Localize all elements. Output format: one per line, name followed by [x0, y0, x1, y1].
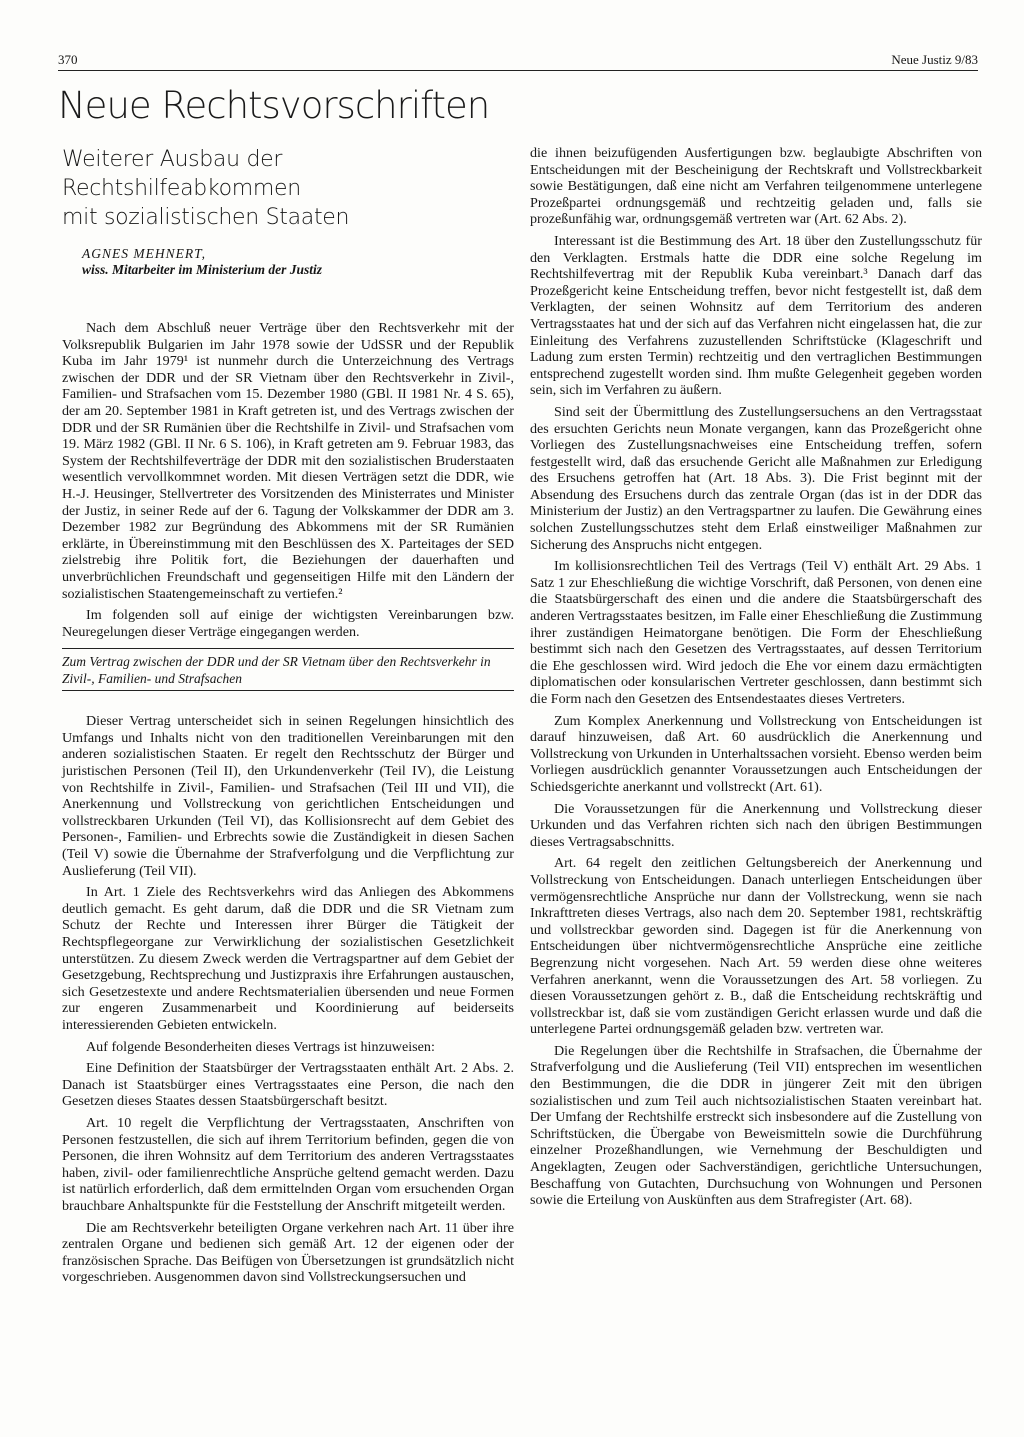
paragraph: Zum Komplex Anerkennung und Vollstreckung von Entscheidungen ist darauf hinzuweisen, daß Art. 60 ausdrücklich die Anerkennung und Vollstreckung von Urkunden in Unterhaltssachen vorsieht. Ebenso werden beim Vorliegen ausdrücklich genannter Voraussetzungen auch Entscheidungen der Schiedsgerichte anerkannt und vollstreckt (Art. 61).: [530, 712, 982, 795]
paragraph: die ihnen beizufügenden Ausfertigungen bzw. beglaubigte Abschriften von Entscheidungen mit der Bescheinigung der Rechtskraft und Vollstreckbarkeit sowie Bestätigungen, daß eine nicht am Verfahren teilgenommene unterlegene Prozeßpartei ordnungsgemäß und rechtzeitig geladen und, falls sie prozeßunfähig war, ordnungsgemäß vertreten war (Art. 62 Abs. 2).: [530, 145, 982, 228]
page-number: 370: [58, 52, 78, 67]
subheading-rule-top: [62, 648, 514, 649]
paragraph: Auf folgende Besonderheiten dieses Vertrags ist hinzuweisen:: [86, 1038, 435, 1055]
paragraph: In Art. 1 Ziele des Rechtsverkehrs wird das Anliegen des Abkommens deutlich gemacht. Es geht darum, daß die DDR und die SR Vietnam zum Schutz der Rechte und Interessen ihrer Bürger die Tätigkeit der Rechtspflegeorgane zur Verwirklichung der sozialistischen Gesetzlichkeit unterstützen. Zu diesem Zweck werden die Vertragspartner auf dem Gebiet der Gesetzgebung, Rechtsprechung und Justizpraxis ihre Erfahrungen austauschen, sich Gesetzestexte und andere Rechtsmaterialien übersenden und neue Formen zur engeren Zusammenarbeit und Koordinierung auf beiderseits interessierenden Gebieten entwickeln.: [62, 884, 514, 1033]
subheading-rule-bottom: [62, 690, 514, 691]
paragraph: Eine Definition der Staatsbürger der Vertragsstaaten enthält Art. 2 Abs. 2. Danach ist Staatsbürger eines Vertragsstaates eine Person, die nach den Gesetzen dieses Staates dessen Staatsbürgerschaft besitzt.: [62, 1060, 514, 1110]
paragraph: Die Voraussetzungen für die Anerkennung und Vollstreckung dieser Urkunden und das Verfahren richten sich nach den übrigen Bestimmungen dieses Vertragsabschnitts.: [530, 800, 982, 850]
paragraph: Dieser Vertrag unterscheidet sich in seinen Regelungen hinsichtlich des Umfangs und Inhalts nicht von den traditionellen Vereinbarungen mit den anderen sozialistischen Staaten. Er regelt den Rechtsschutz der Bürger und juristischen Personen (Teil II), den Urkundenverkehr (Teil IV), die Leistung von Rechtshilfe in Zivil-, Familien- und Strafsachen (Teil III und VII), die Anerkennung und Vollstreckung von gerichtlichen Entscheidungen und vollstreckbaren Urkunden (Teil VI), das Kollisionsrecht auf dem Gebiet des Personen-, Familien- und Erbrechts sowie die Zuständigkeit in diesen Sachen (Teil V) sowie die Übernahme der Strafverfolgung und die Verpflichtung zur Auslieferung (Teil VII).: [62, 713, 514, 879]
paragraph: Interessant ist die Bestimmung des Art. 18 über den Zustellungsschutz für den Verklagten. Erstmals hatte die DDR eine solche Regelung im Rechtshilfevertrag mit der Republik Kuba vereinbart.³ Danach darf das Prozeßgericht keine Entscheidung treffen, bevor nicht festgestellt ist, daß dem Verklagten, der seinen Wohnsitz auf dem Territorium des anderen Vertragsstaates hat und der sich auf das Verfahren nicht eingelassen hat, die zur Einleitung des Verfahrens zuzustellenden Schriftstücke (Klageschrift und Ladung zum ersten Termin) rechtzeitig und den vertraglichen Bestimmungen entsprechend zugestellt worden sind. Ihm mußte Gelegenheit gegeben worden sein, sich im Verfahren zu äußern.: [530, 232, 982, 399]
section-title: Neue Rechtsvorschriften: [58, 84, 490, 127]
paragraph: Die am Rechtsverkehr beteiligten Organe verkehren nach Art. 11 über ihre zentralen Organe und bedienen sich gemäß Art. 12 der eigenen oder der französischen Sprache. Das Beifügen von Übersetzungen ist grundsätzlich nicht vorgeschrieben. Ausgenommen davon sind Vollstreckungsersuchen und: [62, 1219, 514, 1286]
author-block: [82, 246, 514, 278]
subheading: Zum Vertrag zwischen der DDR und der SR Vietnam über den Rechtsverkehr in Zivil-, Familien- und Strafsachen: [62, 654, 491, 687]
author-name: AGNES MEHNERT,: [82, 246, 206, 261]
author-affiliation: wiss. Mitarbeiter im Ministerium der Justiz: [82, 262, 323, 277]
paragraph: Im folgenden soll auf einige der wichtigsten Vereinbarungen bzw. Neuregelungen dieser Verträge eingegangen werden.: [62, 607, 514, 640]
paragraph: Nach dem Abschluß neuer Verträge über den Rechtsverkehr mit der Volksrepublik Bulgarien im Jahr 1978 sowie der UdSSR und der Republik Kuba im Jahr 1979¹ ist nunmehr durch die Unterzeichnung des Vertrags zwischen der DDR und der SR Vietnam über den Rechtsverkehr in Zivil-, Familien- und Strafsachen vom 15. Dezember 1980 (GBl. II 1981 Nr. 4 S. 65), der am 20. September 1981 in Kraft getreten ist, und des Vertrags zwischen der DDR und der SR Rumänien über die Rechtshilfe in Zivil- und Strafsachen vom 19. März 1982 (GBl. II Nr. 6 S. 106), in Kraft getreten am 9. Februar 1983, das System der Rechtshilfeverträge der DDR mit den sozialistischen Bruderstaaten wesentlich vervollkommnet worden. Mit diesen Verträgen setzt die DDR, wie H.-J. Heusinger, Stellvertreter des Vorsitzenden des Ministerrates und Minister der Justiz, in seiner Rede auf der 6. Tagung der Volkskammer der DDR am 3. Dezember 1982 zur Begründung des Abkommens mit der SR Rumänien erklärte, in Übereinstimmung mit den Beschlüssen des X. Parteitages der SED zielstrebig ihre Politik fort, die Beziehungen der dauerhaften und unverbrüchlichen Freundschaft und gegenseitigen Hilfe mit den Ländern der sozialistischen Staatengemeinschaft zu vertiefen.²: [62, 320, 514, 602]
journal-issue: Neue Justiz 9/83: [891, 52, 978, 67]
article-title-line-1: Weiterer Ausbau der Rechtshilfeabkommen: [62, 147, 301, 201]
paragraph: Art. 64 regelt den zeitlichen Geltungsbereich der Anerkennung und Vollstreckung von Entscheidungen. Danach unterliegen Entscheidungen über vermögensrechtliche Ansprüche nur dann der Vollstreckung, wenn sie nach Inkrafttreten dieses Vertrags, also nach dem 20. September 1981, rechtskräftig und vollstreckbar geworden sind. Dagegen ist für die Anerkennung von Entscheidungen über nichtvermögensrechtliche Ansprüche eine zeitliche Begrenzung nicht vorgesehen. Nach Art. 59 werden diese ohne weiteres Verfahren anerkannt, wenn die Voraussetzungen des Art. 58 vorliegen. Zu diesen Voraussetzungen gehört z. B., daß die Entscheidung rechtskräftig und vollstreckbar ist, daß sie vom zuständigen Gericht erlassen wurde und daß die unterlegene Partei ordnungsgemäß geladen bzw. vertreten war.: [530, 855, 982, 1038]
paragraph: Die Regelungen über die Rechtshilfe in Strafsachen, die Übernahme der Strafverfolgung und die Auslieferung (Teil VII) entsprechen im wesentlichen den Bestimmungen, die die DDR in jüngerer Zeit mit den übrigen sozialistischen und zum Teil auch nichtsozialistischen Staaten vereinbart hat. Der Umfang der Rechtshilfe erstreckt sich insbesondere auf die Zustellung von Schriftstücken, die Übergabe von Beweismitteln sowie die Durchführung einzelner Prozeßhandlungen, wie Vernehmung der Beschuldigten und Angeklagten, Zeugen oder Sachverständigen, gerichtliche Untersuchungen, Beschaffung von Gutachten, Durchsuchung von Wohnungen und Personen sowie die Erteilung von Auskünften aus dem Strafregister (Art. 68).: [530, 1042, 982, 1209]
left-column: [62, 145, 514, 1291]
paragraph: Im kollisionsrechtlichen Teil des Vertrags (Teil V) enthält Art. 29 Abs. 1 Satz 1 zur Eheschließung die wichtige Vorschrift, daß Personen, von denen eine die Staatsbürgerschaft des einen und die andere die Staatsbürgerschaft des anderen Vertragsstaates besitzen, im Falle einer Eheschließung die Zustimmung ihrer zuständigen Heimatorgane benötigen. Die Form der Eheschließung bestimmt sich nach den Gesetzen des Vertragsstaates, auf dessen Territorium die Ehe geschlossen wird. Wird jedoch die Ehe vor einem dazu ermächtigten diplomatischen oder konsularischen Vertreter geschlossen, dann bestimmt sich die Form nach den Gesetzen des Entsendestaates dieses Vertreters.: [530, 558, 982, 707]
paragraph: Art. 10 regelt die Verpflichtung der Vertragsstaaten, Anschriften von Personen festzustellen, die sich auf ihrem Territorium befinden, gegen die von Personen, die ihren Wohnsitz auf dem Territorium des anderen Vertragsstaates haben, zivil- oder familienrechtliche Ansprüche geltend gemacht werden. Dazu ist natürlich erforderlich, daß dem ermittelnden Organ vom ersuchenden Organ brauchbare Anhaltspunkte für die Feststellung der Anschrift mitgeteilt werden.: [62, 1114, 514, 1214]
paragraph: Sind seit der Übermittlung des Zustellungsersuchens an den Vertragsstaat des ersuchten Gerichts neun Monate vergangen, kann das Prozeßgericht ohne Vorliegen des Zustellungsnachweises eine Entscheidung treffen, sofern festgestellt wird, daß das ersuchende Gericht alle Maßnahmen zur Erledigung des Ersuchens getroffen hat (Art. 18 Abs. 3). Die Frist beginnt mit der Absendung des Ersuchens durch das zentrale Organ (das ist in der DDR das Ministerium der Justiz) an den Vertragspartner zu laufen. Die Gewährung eines solchen Zustellungsschutzes steht dem Erlaß einstweiliger Maßnahmen zur Sicherung des Anspruchs nicht entgegen.: [530, 403, 982, 553]
article-title-line-2: mit sozialistischen Staaten: [62, 205, 350, 230]
right-column: [530, 145, 982, 1214]
article-title: [62, 145, 514, 232]
page-header: [58, 50, 978, 71]
